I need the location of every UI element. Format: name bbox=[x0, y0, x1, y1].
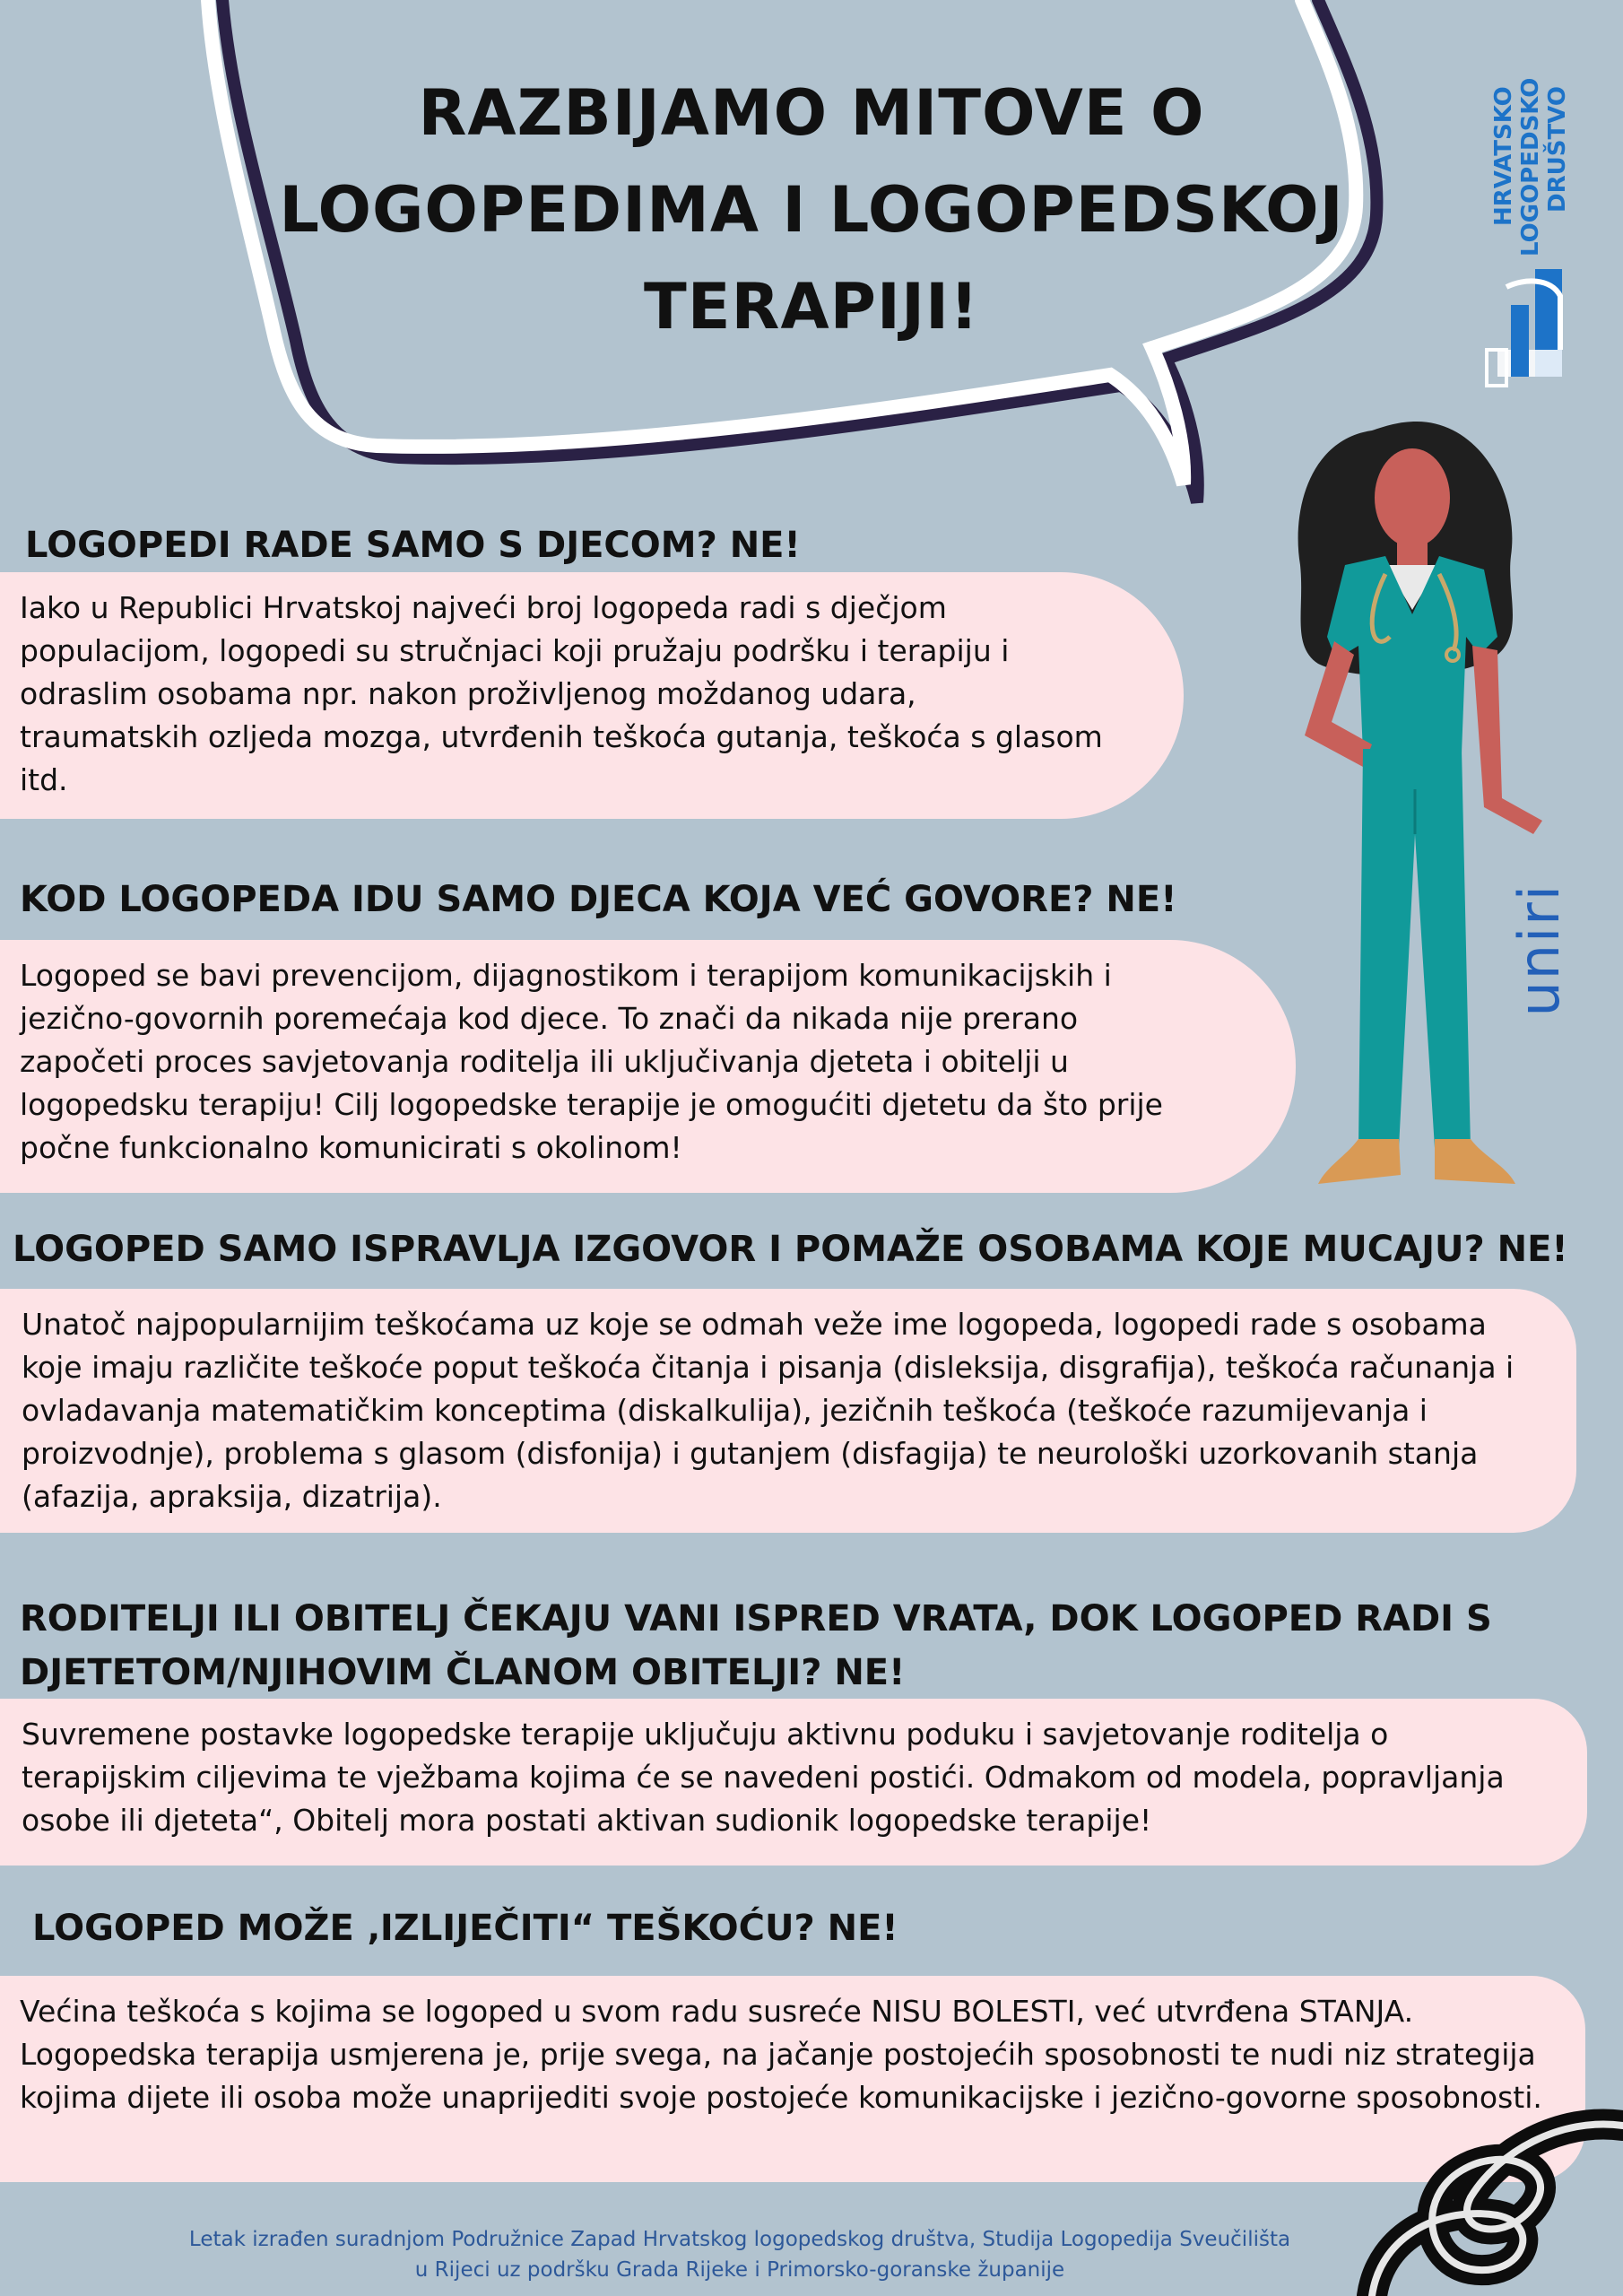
section-4-heading: RODITELJI ILI OBITELJ ČEKAJU VANI ISPRED VRATA, DOK LOGOPED RADI S DJETETOM/NJIHOVIM ČLANOM OBITELJI? NE! bbox=[20, 1598, 1492, 1693]
section-1-heading: LOGOPEDI RADE SAMO S DJECOM? NE! bbox=[25, 525, 801, 566]
hld-logo-text: HRVATSKO LOGOPEDSKO DRUŠTVO bbox=[1490, 77, 1571, 257]
uniri-logo: uniri bbox=[1506, 883, 1572, 1017]
page-title: RAZBIJAMO MITOVE O LOGOPEDIMA I LOGOPEDSKOJ TERAPIJI! bbox=[279, 76, 1344, 344]
section-5-heading: LOGOPED MOŽE ‚IZLIJEČITI“ TEŠKOĆU? NE! bbox=[32, 1908, 898, 1949]
section-2-text: Logoped se bavi prevencijom, dijagnostikom i terapijom komunikacijskih i jezično-govornih poremećaja kod djece. To znači da nikada nije prerano započeti proces savjetovanja roditelja ili uključivanja djeteta i obitelji u logopedsku terapiju! Cilj logopedske terapije je omogućiti djetetu da što prije počne funkcionalno komunicirati s okolinom! bbox=[0, 940, 1296, 1193]
section-3-text: Unatoč najpopularnijim teškoćama uz koje se odmah veže ime logopeda, logopedi rade s osobama koje imaju različite teškoće poput teškoća čitanja i pisanja (disleksija, disgrafija), teškoća računanja i ovladavanja matematičkim konceptima (diskalkulija), jezičnih teškoća (teškoće razumijevanja i proizvodnje), problema s glasom (disfonija) i gutanjem (disfagija) te neurološki uzorkovanih stanja (afazija, apraksija, dizatrija). bbox=[0, 1289, 1576, 1533]
section-5-text: Većina teškoća s kojima se logoped u svom radu susreće NISU BOLESTI, već utvrđena STANJA. Logopedska terapija usmjerena je, prije svega, na jačanje postojećih sposobnosti te nudi niz strategija kojima dijete ili osoba može unaprijediti svoje postojeće komunikacijske i jezično-govorne sposobnosti. bbox=[0, 1976, 1585, 2182]
section-1-text: Iako u Republici Hrvatskoj najveći broj logopeda radi s dječjom populacijom, logopedi su stručnjaci koji pružaju podršku i terapiju i odraslim osobama npr. nakon proživljenog moždanog udara, traumatskih ozljeda mozga, utvrđenih teškoća gutanja, teškoća s glasom itd. bbox=[0, 572, 1184, 819]
squiggle-decoration bbox=[1273, 2090, 1623, 2296]
section-4-text: Suvremene postavke logopedske terapije uključuju aktivnu poduku i savjetovanje roditelja o terapijskim ciljevima te vježbama kojima će se navedeni postići. Odmakom od modela, popravljanja osobe ili djeteta“, Obitelj mora postati aktivan sudionik logopedske terapije! bbox=[0, 1699, 1587, 1866]
section-2-heading: KOD LOGOPEDA IDU SAMO DJECA KOJA VEĆ GOVORE? NE! bbox=[20, 879, 1177, 920]
footer-credits: Letak izrađen suradnjom Podružnice Zapad Hrvatskog logopedskog društva, Studija Logopedija Sveučilišta u Rijeci uz podršku Grada Rijeke i Primorsko-goranske županije bbox=[188, 2228, 1291, 2282]
section-3-heading: LOGOPED SAMO ISPRAVLJA IZGOVOR I POMAŽE OSOBAMA KOJE MUCAJU? NE! bbox=[13, 1229, 1568, 1270]
